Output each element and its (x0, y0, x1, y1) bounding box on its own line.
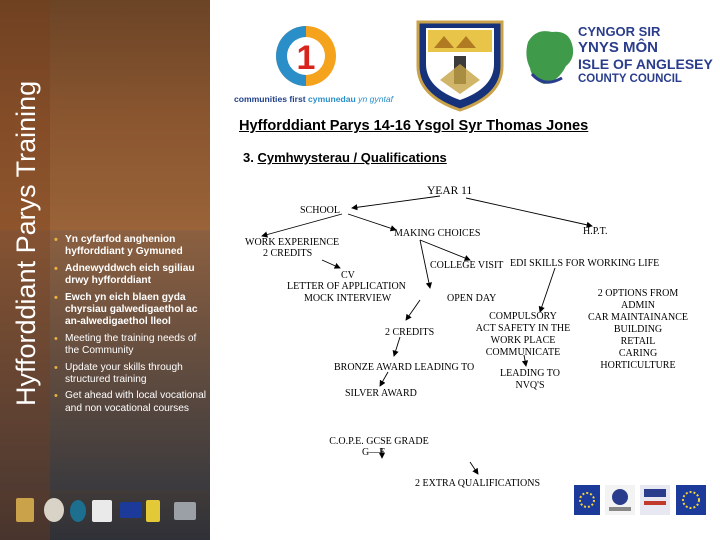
year-label: YEAR 11 (427, 185, 473, 197)
bullet-icon: • (54, 332, 58, 345)
nvq-label: LEADING TO NVQ'S (500, 368, 560, 391)
eu-flag-icon (120, 502, 142, 518)
arrow-bronze-to-silver (380, 372, 388, 386)
crest-small-icon (16, 498, 34, 522)
options-list: 2 OPTIONS FROM ADMIN CAR MAINTAINANCE BUILDING RETAIL CARING HORTICULTURE (587, 288, 689, 371)
school-label: SCHOOL (300, 205, 341, 216)
arrow-year-to-school (352, 196, 440, 208)
partner-logo-icon (640, 485, 670, 515)
hpt-label: H.P.T. (583, 226, 608, 237)
school-crest-logo (410, 14, 510, 112)
council-name-cy-1: CYNGOR SIR (578, 24, 661, 39)
communities-first-logo (230, 20, 394, 106)
arrow-choices-to-open-day (420, 240, 430, 288)
council-name-en-2: COUNTY COUNCIL (578, 73, 682, 85)
council-name-en-1: ISLE OF ANGLESEY (578, 56, 713, 72)
arrow-to-credits (406, 300, 420, 320)
cv-label: CV (341, 270, 355, 281)
edi-skills-label: EDI SKILLS FOR WORKING LIFE (510, 258, 660, 269)
mock-interview-label: MOCK INTERVIEW (304, 293, 392, 304)
svg-text:communities first cymunedau yn: communities first cymunedau yn gyntaf (234, 94, 394, 104)
making-choices-label: MAKING CHOICES (394, 228, 481, 239)
arrow-to-extra (470, 462, 478, 474)
sidebar-bullet: • Adnewyddwch eich sgiliau drwy hyfforddiant (54, 262, 195, 287)
arrow-school-to-work-experience (262, 214, 342, 236)
partner-logo-icon (44, 498, 64, 522)
partner-logo-icon (605, 485, 635, 515)
work-experience-label: WORK EXPERIENCE (245, 237, 340, 248)
open-day-label: OPEN DAY (447, 293, 497, 304)
arrow-to-cv (322, 260, 340, 268)
college-visit-label: COLLEGE VISIT (430, 260, 504, 271)
sidebar-bullet: • Meeting the training needs of the Community (54, 332, 197, 357)
eu-flag-icon (574, 485, 600, 515)
circle-logo-icon (70, 500, 86, 522)
bullet-icon: • (54, 262, 58, 275)
work-experience-credits: 2 CREDITS (263, 248, 313, 259)
eu-flag-icon (676, 485, 706, 515)
sidebar-bullet: • Get ahead with local vocational and non vocational courses (54, 390, 207, 414)
silver-award-label: SILVER AWARD (345, 388, 417, 399)
sidebar-bullet: • Yn cyfarfod anghenion hyfforddiant y Gymuned (54, 234, 183, 258)
vertical-title-text: Hyfforddiant Parys Training (11, 80, 41, 406)
partner-logo-icon (174, 502, 196, 520)
anglesey-council-logo (522, 18, 717, 108)
island-map-icon (522, 24, 578, 94)
sidebar-bullet-list (54, 234, 208, 419)
council-name-cy-2: YNYS MÔN (578, 39, 659, 56)
cope-label: C.O.P.E. GCSE GRADE G—F (329, 436, 429, 458)
letter-label: LETTER OF APPLICATION (287, 281, 406, 292)
bullet-icon: • (54, 361, 58, 374)
bullet-icon: • (54, 234, 58, 246)
partner-logo-icon (146, 500, 160, 522)
compulsory-list: COMPULSORY ACT SAFETY IN THE WORK PLACE COMMUNICATE (475, 311, 571, 358)
logo-numeral: 1 (296, 39, 316, 77)
arrow-edi-to-compulsory (540, 268, 555, 312)
bronze-award-label: BRONZE AWARD LEADING TO (334, 362, 475, 373)
extra-qualifications-label: 2 EXTRA QUALIFICATIONS (415, 478, 540, 489)
sidebar-bullet: • Ewch yn eich blaen gyda chyrsiau galwedigaethol ac an-alwedigaethol lleol (54, 291, 198, 328)
bullet-icon: • (54, 291, 58, 304)
partner-logo-icon (92, 500, 112, 522)
arrow-year-to-hpt (466, 198, 592, 226)
arrow-school-to-making-choices (348, 214, 396, 230)
sidebar-sponsor-logos (0, 490, 210, 540)
credits-label: 2 CREDITS (385, 327, 435, 338)
sidebar-panel (0, 0, 210, 540)
section-subtitle: 3. Cymhwysterau / Qualifications (243, 150, 447, 165)
page-title: Hyfforddiant Parys 14-16 Ysgol Syr Thomas Jones (239, 118, 589, 134)
arrow-credits-to-bronze (394, 337, 400, 356)
bullet-icon: • (54, 390, 58, 403)
vertical-title (2, 0, 48, 420)
arrow-choices-to-college-visit (420, 240, 470, 260)
sidebar-bullet: • Update your skills through structured training (54, 361, 183, 386)
